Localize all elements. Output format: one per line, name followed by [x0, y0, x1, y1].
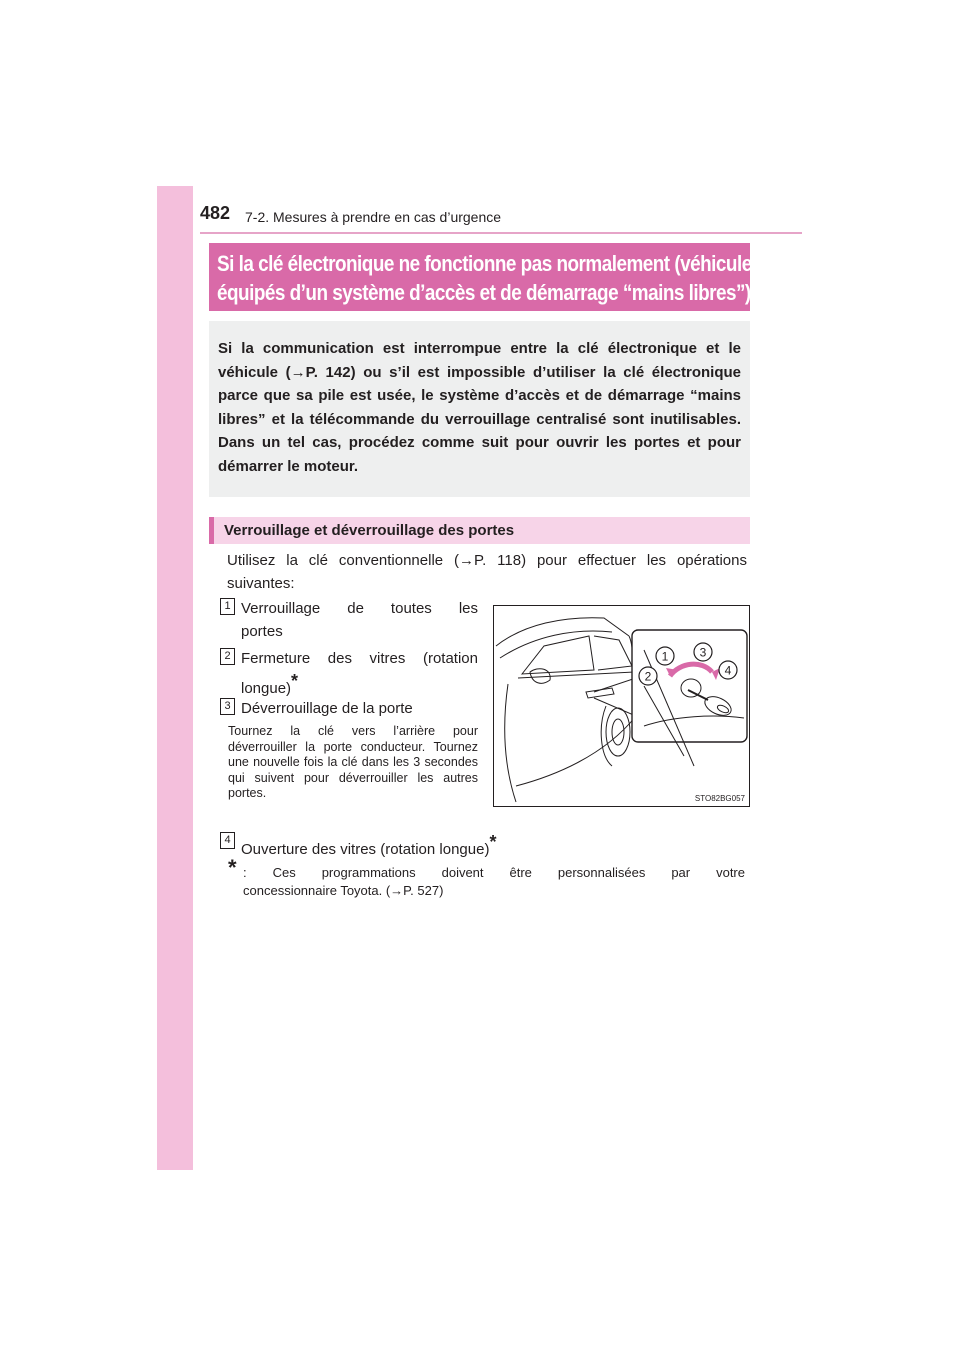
- step-4-line-text: Ouverture des vitres (rotation longue): [241, 841, 490, 858]
- footnote: [228, 855, 745, 900]
- step-4-asterisk: *: [489, 832, 497, 852]
- header-rule: [200, 232, 802, 234]
- footnote-line-1: : Ces programmations doivent être personnalisées par votre: [243, 865, 745, 880]
- section-title-band: [209, 243, 762, 311]
- page-side-tab: [157, 186, 193, 1170]
- step-1-line-2: portes: [241, 623, 283, 640]
- subsection-header-accent: [209, 517, 214, 544]
- step-3-line-1: Déverrouillage de la porte: [241, 700, 413, 717]
- footnote-asterisk: *: [228, 855, 237, 880]
- step-4-line: [241, 831, 496, 861]
- figure-caption: STO82BG057: [694, 794, 745, 803]
- key-door-illustration: [493, 605, 750, 807]
- car-door-key-drawing: [494, 606, 749, 806]
- section-title-line-2: équipés d’un système d’accès et de démarrage “mains libres”): [217, 280, 751, 305]
- page-number: 482: [200, 203, 231, 223]
- intro-text: Si la communication est interrompue entre la clé électronique et le véhicule (→P. 142) ou s’il est impossible d’utiliser la clé électronique parce que sa pile est usée, le système d’accès et de démarrage “mains libres” et la télécommande du verrouillage centralisé sont inutilisables. Dans un tel cas, procédez comme suit pour ouvrir les portes et pour démarrer le moteur.: [218, 340, 741, 475]
- callout-3: 3: [699, 645, 707, 660]
- step-2-line-2-text: longue): [241, 680, 292, 697]
- callout-1: 1: [661, 649, 669, 664]
- step-number-2: 2: [220, 648, 235, 665]
- step-3-detail: Tournez la clé vers l’arrière pour déverrouiller la porte conducteur. Tournez une nouvelle fois la clé dans les 3 secondes qui suivent pour déverrouiller les autres portes.: [228, 724, 478, 801]
- step-number-1: 1: [220, 598, 235, 615]
- step-2-asterisk: *: [291, 671, 299, 691]
- step-1-line-1: Verrouillage de toutes les: [241, 600, 478, 617]
- callout-2: 2: [644, 669, 652, 684]
- step-2-line-2: [241, 670, 298, 700]
- step-number-3: 3: [220, 698, 235, 715]
- section-title-line-1: Si la clé électronique ne fonctionne pas normalement (véhicules: [217, 251, 762, 276]
- footnote-line-2: concessionnaire Toyota. (→P. 527): [243, 883, 444, 898]
- subsection-header: [209, 517, 750, 544]
- step-number-4: 4: [220, 832, 235, 849]
- subsection-heading: Verrouillage et déverrouillage des portes: [224, 522, 515, 539]
- callout-4: 4: [724, 663, 732, 678]
- intro-box: [209, 321, 750, 497]
- lead-paragraph: Utilisez la clé conventionnelle (→P. 118) pour effectuer les opérations suivantes:: [227, 552, 747, 592]
- chapter-title: 7-2. Mesures à prendre en cas d’urgence: [245, 209, 502, 225]
- step-2-line-1: Fermeture des vitres (rotation: [241, 650, 478, 667]
